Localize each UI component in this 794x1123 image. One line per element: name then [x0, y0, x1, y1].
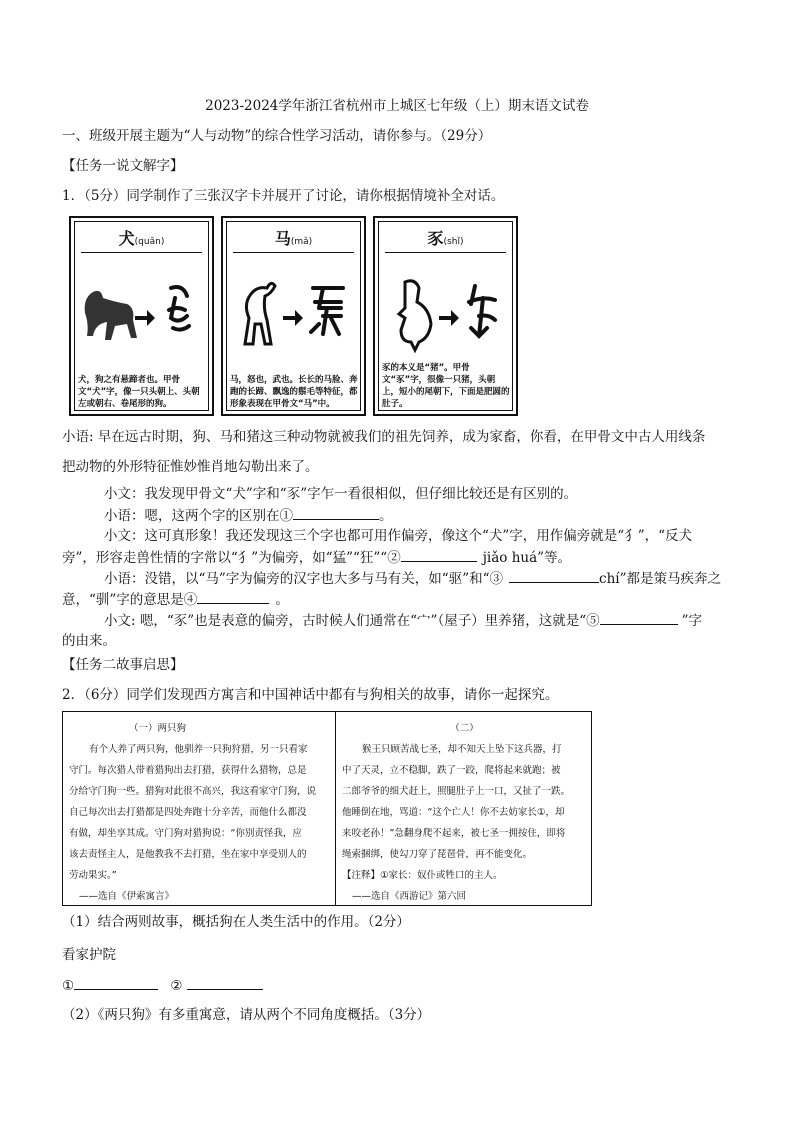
- dialog-line-1: 小语: 早在远古时期，狗、马和猪这三种动物就被我们的祖先饲养，成为家畜，你看，在甲骨文中古人用线条: [62, 429, 706, 445]
- story-table: [62, 711, 592, 906]
- character-card-shi: [373, 216, 518, 416]
- story-line: 来咬老孙！”急翻身爬不起来，被七圣一拥按住，即将: [342, 828, 566, 839]
- answer-row: [62, 975, 263, 996]
- question-1: 1．（5分）同学制作了三张汉字卡并展开了讨论，请你根据情境补全对话。: [62, 188, 505, 204]
- task-two-heading: 【任务二故事启思】: [62, 657, 184, 673]
- story-line: 猴王只顾苦战七圣，却不知天上坠下这兵器，打: [362, 744, 562, 755]
- horse-illustration: [227, 258, 357, 358]
- story-line: 守门。每次猎人带着猎狗出去打猎，获得什么猎物，总是: [69, 765, 307, 776]
- part-one-heading: 一、班级开展主题为“人与动物”的综合性学习活动，请你参与。（29分）: [62, 128, 492, 144]
- dialog-text: ”字: [681, 613, 703, 629]
- story-line: 自己每次出去打猎都是四处奔跑十分辛苦，而他什么都没: [69, 807, 307, 818]
- story-line: 有个人养了两只狗，他驯养一只狗狩猎，另一只看家: [89, 744, 308, 755]
- dialog-text: jiǎo huá”等。: [482, 550, 572, 566]
- dog-illustration: [75, 258, 205, 358]
- dialog-line-4: [104, 505, 393, 526]
- dialog-text: 旁”，形容走兽性情的字常以“犭”为偏旁，如“猛”“狂”“②: [62, 550, 401, 566]
- answer-blank-5[interactable]: [600, 610, 678, 625]
- question-2-1: （1）结合两则故事，概括狗在人类生活中的作用。（2分）: [62, 914, 410, 930]
- question-2-2: （2）《两只狗》有多重寓意，请从两个不同角度概括。（3分）: [62, 1007, 431, 1023]
- story-line: 中了天灵，立不稳脚，跌了一跤，爬将起来就跑；被: [342, 765, 561, 776]
- dialog-line-5: 小文：这可真形象！我还发现这三个字也都可用作偏旁，像这个“犬”字，用作偏旁就是“犭”，“反犬: [104, 528, 693, 544]
- dialog-line-9: [104, 610, 702, 631]
- dialog-text: chí”都是策马疾奔之: [599, 571, 721, 587]
- answer-blank-q2-2[interactable]: [187, 975, 263, 990]
- story-two-heading: （二）: [450, 723, 479, 734]
- story-line: 分给守门狗一些。猎狗对此很不高兴，我这看家守门狗，说: [69, 786, 317, 797]
- character-card-ma: [221, 216, 366, 416]
- story-note: 【注释】①家长：奴仆或牲口的主人。: [342, 870, 503, 881]
- pig-illustration: [379, 258, 509, 358]
- story-line: 二郎爷爷的细犬赶上，照腿肚子上一口，又扯了一跌。: [342, 786, 571, 797]
- question-2: 2．（6分）同学们发现西方寓言和中国神话中都有与狗相关的故事，请你一起探究。: [62, 687, 559, 703]
- story-line: 他睡倒在地，骂道：“这个亡人！你不去妨家长①，却: [342, 807, 565, 818]
- dialog-text: 小语：嗯，这两个字的区别在①: [104, 508, 293, 524]
- card-pinyin: (mǎ): [290, 237, 313, 247]
- story-line: 有做，却坐享其成。守门狗对猎狗说：“你别责怪我，应: [69, 828, 302, 839]
- dialog-line-7: [104, 568, 721, 589]
- story-source: ——选自《伊索寓言》: [79, 891, 175, 902]
- story-source: ——选自《西游记》第六回: [352, 891, 467, 902]
- card-caption: 马，怒也，武也。长长的马脸、奔跑的长蹄、飘逸的鬃毛等特征，都形象表现在甲骨文“马”中。: [230, 375, 358, 409]
- task-one-heading: 【任务一说文解字】: [62, 158, 184, 174]
- card-character: 马: [274, 229, 291, 248]
- answer-blank-3[interactable]: [509, 568, 599, 583]
- card-caption: 豕的本义是“猪”。甲骨文“豕”字，很像一只猪，头朝上，短小的尾朝下，下面是肥圆的肚子。: [382, 363, 510, 409]
- dialog-text: 意，“驯”字的意思是④: [62, 592, 198, 608]
- answer-blank-4[interactable]: [197, 589, 269, 604]
- dialog-line-10: 的由来。: [62, 633, 116, 649]
- dialog-line-8: [62, 589, 289, 610]
- answer-blank-1[interactable]: [293, 505, 379, 520]
- dialog-text: 。: [275, 592, 289, 608]
- dialog-text: 。: [379, 508, 393, 524]
- card-character: 豕: [427, 229, 444, 248]
- dialog-line-3: 小文：我发现甲骨文“犬”字和“豕”字乍一看很相似，但仔细比较还是有区别的。: [104, 486, 578, 502]
- story-line: 该去责怪主人，是他教我不去打猎，坐在家中享受别人的: [69, 849, 307, 860]
- card-pinyin: (quǎn): [134, 237, 165, 247]
- story-one: [69, 718, 331, 907]
- dialog-text: 小文: 嗯，“豕”也是表意的偏旁，古时候人们通常在“宀”（屋子）里养猪，这就是“⑤: [104, 613, 600, 629]
- card-character: 犬: [118, 229, 135, 248]
- dialog-text: 小语：没错，以“马”字为偏旁的汉字也大多与马有关，如“驱”和“③: [104, 571, 504, 587]
- card-pinyin: (shǐ): [443, 237, 464, 247]
- story-line: 劳动果实。”: [69, 870, 117, 881]
- answer-blank-q2-1[interactable]: [74, 975, 158, 990]
- story-two: [342, 718, 587, 907]
- given-answer: 看家护院: [62, 947, 116, 963]
- blank-label-1: ①: [62, 978, 75, 994]
- dialog-line-2: 把动物的外形特征惟妙惟肖地勾勒出来了。: [62, 459, 319, 475]
- answer-blank-2[interactable]: [401, 547, 477, 562]
- dialog-line-6: [62, 547, 571, 568]
- story-line: 绳索捆绑，使勾刀穿了琵琶骨，再不能变化。: [342, 849, 533, 860]
- character-card-quan: [69, 216, 214, 416]
- page-title: 2023-2024学年浙江省杭州市上城区七年级（上）期末语文试卷: [205, 98, 589, 114]
- blank-label-2: ②: [170, 978, 183, 994]
- story-one-heading: （一）两只狗: [129, 723, 187, 734]
- card-caption: 犬，狗之有悬蹄者也。甲骨文“犬”字，像一只头朝上、头朝左或朝右、卷尾形的狗。: [78, 375, 200, 409]
